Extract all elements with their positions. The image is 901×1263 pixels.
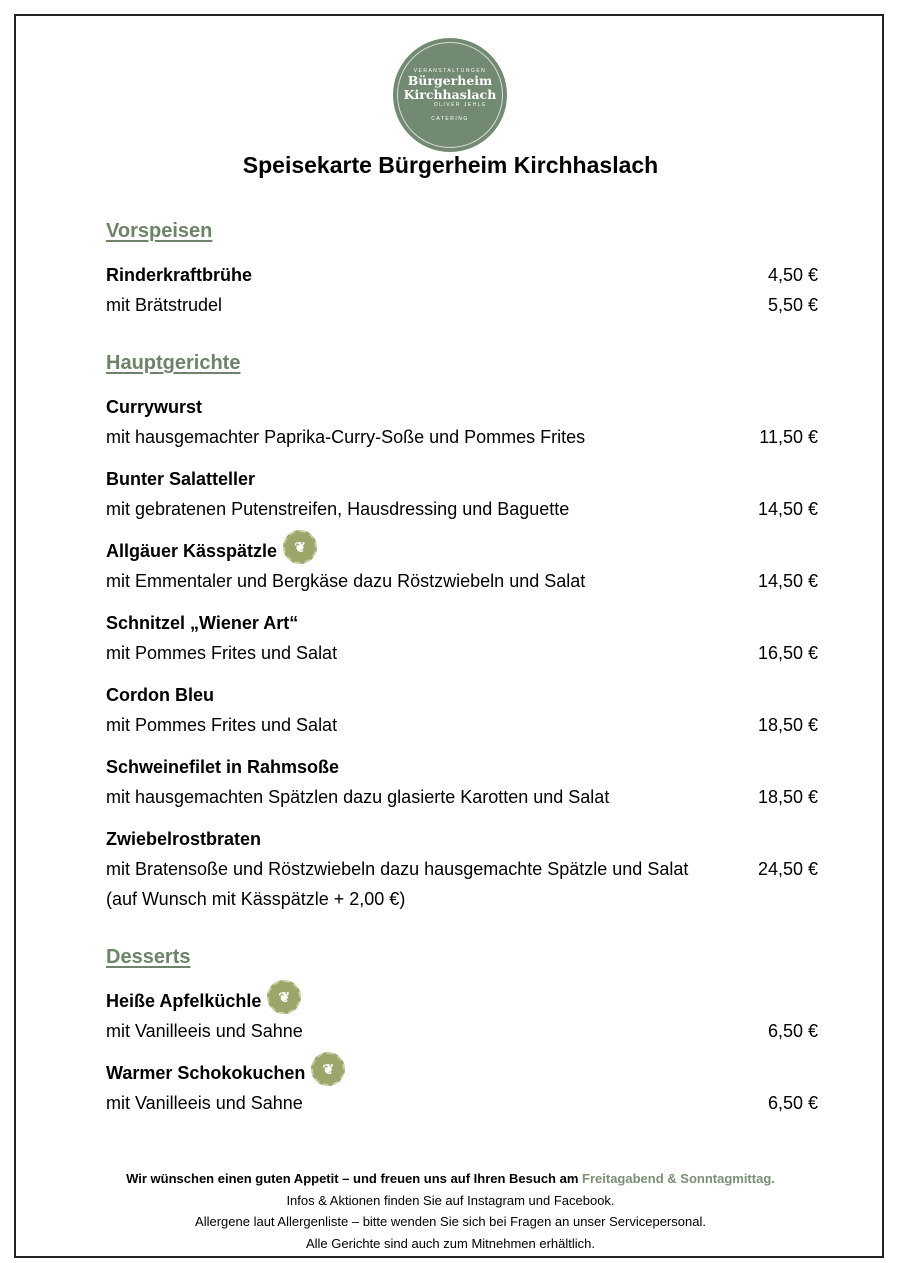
logo-top-text: VERANSTALTUNGEN — [413, 68, 487, 74]
item-desc-line — [106, 1088, 818, 1118]
item-name-line — [106, 536, 818, 566]
section-heading: Vorspeisen — [106, 220, 213, 242]
menu-item — [106, 260, 818, 320]
item-desc-line — [106, 1016, 818, 1046]
item-description: mit hausgemachter Paprika-Curry-Soße und Pommes Frites — [106, 427, 586, 447]
menu-section — [106, 216, 818, 320]
item-price: 11,50 € — [759, 427, 818, 447]
item-description: mit gebratenen Putenstreifen, Hausdressing und Baguette — [106, 499, 570, 519]
vegetarian-badge-icon: ❦ — [267, 980, 301, 1014]
item-desc-line — [106, 290, 818, 320]
item-note-line — [106, 884, 818, 914]
item-name-text: Heiße Apfelküchle — [106, 991, 262, 1011]
item-note: (auf Wunsch mit Kässpätzle + 2,00 €) — [106, 889, 406, 909]
item-price: 6,50 € — [767, 1093, 818, 1113]
item-price: 6,50 € — [767, 1021, 818, 1041]
menu-section — [106, 348, 818, 914]
logo-line1: Bürgerheim — [407, 73, 493, 88]
item-name-line — [106, 392, 818, 422]
item-name-text: Bunter Salatteller — [106, 469, 256, 489]
menu-item — [106, 824, 818, 914]
item-name-text: Zwiebelrostbraten — [106, 829, 262, 849]
item-name — [106, 260, 252, 290]
item-desc-line — [106, 638, 818, 668]
item-price: 18,50 € — [757, 787, 818, 807]
item-description: mit Vanilleeis und Sahne — [106, 1021, 303, 1041]
item-desc-line — [106, 566, 818, 596]
item-name-line — [106, 260, 818, 290]
menu-item — [106, 986, 818, 1046]
logo-sub: OLIVER JEHLE — [433, 102, 487, 108]
item-name-text: Rinderkraftbrühe — [106, 265, 253, 285]
item-description: mit Vanilleeis und Sahne — [106, 1093, 303, 1113]
item-name — [106, 536, 317, 566]
item-name — [106, 752, 339, 782]
item-name-line — [106, 986, 818, 1016]
section-heading: Hauptgerichte — [106, 352, 241, 374]
item-price: 18,50 € — [757, 715, 818, 735]
logo — [393, 38, 507, 152]
item-name — [106, 986, 301, 1016]
item-name-line — [106, 1058, 818, 1088]
footer-allergens: Allergene laut Allergenliste – bitte wenden Sie sich bei Fragen an unser Servicepersonal. — [195, 1214, 706, 1229]
item-name-text: Schweinefilet in Rahmsoße — [106, 757, 340, 777]
menu-item — [106, 608, 818, 668]
item-name-text: Allgäuer Kässpätzle — [106, 541, 278, 561]
item-price: 24,50 € — [757, 859, 818, 879]
item-name-line — [106, 464, 818, 494]
item-name-line — [106, 608, 818, 638]
item-desc-line — [106, 422, 818, 452]
menu-item — [106, 536, 818, 596]
item-description: mit hausgemachten Spätzlen dazu glasierte Karotten und Salat — [106, 787, 610, 807]
menu-section — [106, 942, 818, 1118]
item-desc-line — [106, 710, 818, 740]
item-name-text: Cordon Bleu — [106, 685, 214, 705]
item-name-text: Warmer Schokokuchen — [106, 1063, 306, 1083]
item-description: mit Pommes Frites und Salat — [106, 715, 338, 735]
footer-opening-days: Freitagabend & Sonntagmittag. — [582, 1171, 775, 1186]
item-name — [106, 464, 255, 494]
menu-item — [106, 680, 818, 740]
item-desc-line — [106, 782, 818, 812]
item-price: 14,50 € — [757, 571, 818, 591]
menu-item — [106, 464, 818, 524]
page-title: Speisekarte Bürgerheim Kirchhaslach — [242, 152, 659, 178]
item-name-text: Currywurst — [106, 397, 203, 417]
item-name — [106, 392, 202, 422]
item-name — [106, 680, 214, 710]
logo-bottom-text: CATERING — [431, 116, 469, 122]
item-price: 14,50 € — [757, 499, 818, 519]
item-name — [106, 608, 298, 638]
item-desc-line — [106, 494, 818, 524]
item-name-line — [106, 680, 818, 710]
menu-item — [106, 752, 818, 812]
section-heading: Desserts — [106, 946, 191, 968]
item-name — [106, 824, 261, 854]
logo-line2: Kirchhaslach — [403, 87, 497, 102]
menu — [106, 216, 818, 1146]
vegetarian-badge-icon: ❦ — [283, 530, 317, 564]
footer-greeting: Wir wünschen einen guten Appetit – und freuen uns auf Ihren Besuch am — [126, 1171, 579, 1186]
menu-item — [106, 392, 818, 452]
item-name-line — [106, 824, 818, 854]
item-price: 16,50 € — [757, 643, 818, 663]
item-price: 5,50 € — [767, 295, 818, 315]
item-name — [106, 1058, 345, 1088]
item-name-line — [106, 752, 818, 782]
footer-takeaway: Alle Gerichte sind auch zum Mitnehmen erhältlich. — [305, 1235, 596, 1251]
item-name-text: Schnitzel „Wiener Art“ — [106, 613, 299, 633]
footer — [0, 1168, 901, 1254]
footer-social: Infos & Aktionen finden Sie auf Instagram und Facebook. — [286, 1192, 615, 1208]
item-description: mit Brätstrudel — [106, 295, 223, 315]
item-description: mit Bratensoße und Röstzwiebeln dazu hausgemachte Spätzle und Salat — [106, 859, 689, 879]
item-description: mit Pommes Frites und Salat — [106, 643, 338, 663]
item-price: 4,50 € — [767, 265, 818, 285]
menu-item — [106, 1058, 818, 1118]
item-desc-line — [106, 854, 818, 884]
item-description: mit Emmentaler und Bergkäse dazu Röstzwiebeln und Salat — [106, 571, 586, 591]
vegetarian-badge-icon: ❦ — [311, 1052, 345, 1086]
